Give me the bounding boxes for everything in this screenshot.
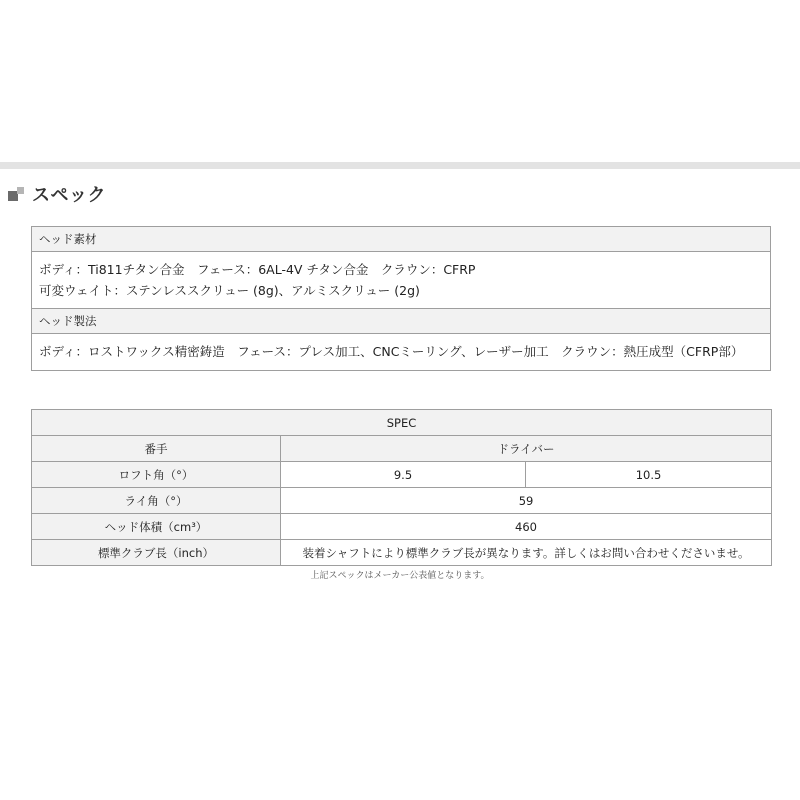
head-volume-label: ヘッド体積（cm³） [32,514,281,540]
head-manufacturing-content [32,334,771,371]
model-label: 番手 [32,436,281,462]
head-manufacturing-label: ヘッド製法 [32,309,771,334]
spec-table [31,409,772,566]
table-row [32,540,772,566]
square-bullet-icon [8,185,26,203]
spec-title: SPEC [32,410,772,436]
model-value: ドライバー [281,436,772,462]
head-manufacturing-line: ボディ：ロストワックス精密鋳造 フェース：プレス加工、CNCミーリング、レーザー加工 クラウン：熱圧成型（CFRP部） [39,344,744,359]
head-volume-value: 460 [281,514,772,540]
head-material-content [32,252,771,309]
footnote: 上記スペックはメーカー公表値となります。 [310,571,490,581]
section-title: スペック [32,185,106,206]
table-row [32,488,772,514]
loft-value: 10.5 [526,462,772,488]
top-divider [0,162,800,169]
club-length-value: 装着シャフトにより標準クラブ長が異なります。詳しくはお問い合わせくださいませ。 [281,540,772,566]
lie-value: 59 [281,488,772,514]
head-material-line: ボディ：Ti811チタン合金 フェース：6AL-4V チタン合金 クラウン：CFRP [39,262,476,277]
club-length-label: 標準クラブ長（inch） [32,540,281,566]
materials-table [31,226,771,371]
loft-label: ロフト角（°） [32,462,281,488]
loft-value: 9.5 [281,462,526,488]
head-material-label: ヘッド素材 [32,227,771,252]
lie-label: ライ角（°） [32,488,281,514]
table-row [32,514,772,540]
table-row [32,462,772,488]
head-material-line: 可変ウェイト：ステンレススクリュー (8g)、アルミスクリュー (2g) [39,283,420,298]
section-heading [8,180,106,208]
